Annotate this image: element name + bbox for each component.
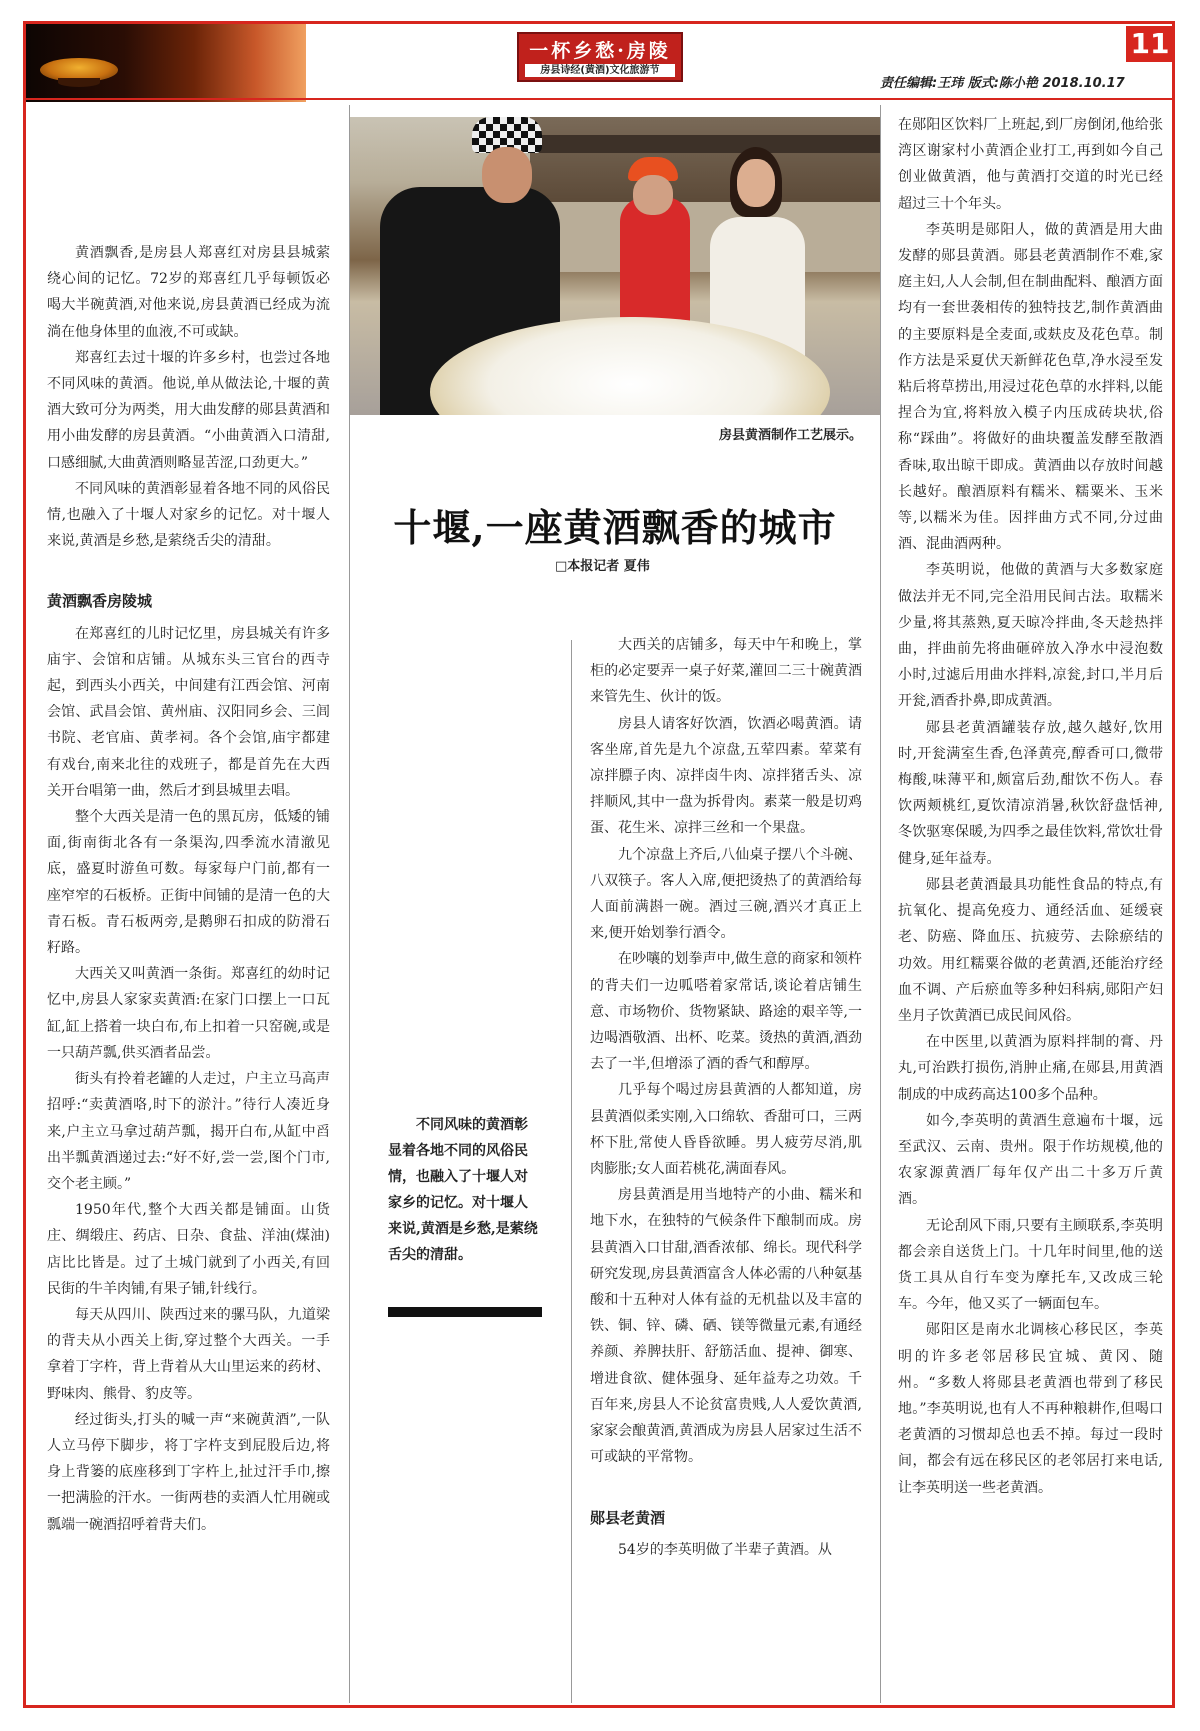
paragraph: 在郧阳区饮料厂上班起,到厂房倒闭,他给张湾区谢家村小黄酒企业打工,再到如今自己创业做黄酒，他与黄酒打交道的时光已经超过三十个年头。	[898, 117, 1163, 212]
paragraph: 大西关的店铺多，每天中午和晚上，掌柜的必定要弄一桌子好菜,灌回二三十碗黄酒来管先生、伙计的饭。	[590, 637, 862, 706]
paragraph: 经过街头,打头的喊一声“来碗黄酒”,一队人立马停下脚步，将丁字杵支到屁股后边,将身上背篓的底座移到丁字杵上,扯过汗手巾,擦一把满脸的汗水。一街两巷的卖酒人忙用碗或瓢端一碗酒招呼着背夫们。	[47, 1411, 330, 1533]
column-divider-right	[880, 105, 881, 1703]
paragraph: 李英明是郧阳人，做的黄酒是用大曲发酵的郧县黄酒。郧县老黄酒制作不难,家庭主妇,人人会制,但在制曲配料、酿酒方面均有一套世袭相传的独特技艺,制作黄酒曲的主要原料是全麦面,或麸皮及花色草。制作方法是采夏伏天新鲜花色草,净水浸至发粘后将草捞出,用浸过花色草的水拌料,以能捏合为宜,将料放入模子内压成砖块状,俗称“踩曲”。将做好的曲块覆盖发酵至散酒香味,取出晾干即成。黄酒曲以存放时间越长越好。酿酒原料有糯米、糯粟米、玉米等,以糯米为佳。因拌曲方式不同,分过曲酒、混曲酒两种。	[898, 221, 1163, 553]
paragraph: 房县人请客好饮酒，饮酒必喝黄酒。请客坐席,首先是九个凉盘,五荤四素。荤菜有凉拌膘子肉、凉拌卤牛肉、凉拌猪舌头、凉拌顺风,其中一盘为拆骨肉。素菜一般是切鸡蛋、花生米、凉拌三丝和一个果盘。	[590, 715, 862, 837]
paragraph: 郧阳区是南水北调核心移民区，李英明的许多老邻居移民宜城、黄冈、随州。“多数人将郧县老黄酒也带到了移民地。”李英明说,也有人不再种粮耕作,但喝口老黄酒的习惯却总也丢不掉。每过一段时间，都会有远在移民区的老邻居打来电话,让李英明送一些老黄酒。	[898, 1322, 1163, 1496]
photo-building	[530, 117, 880, 202]
paragraph: 在中医里,以黄酒为原料拌制的膏、丹丸,可治跌打损伤,消肿止痛,在郧县,用黄酒制成的中成药高达100多个品种。	[898, 1034, 1163, 1103]
column-logo	[517, 32, 683, 82]
paragraph: 1950年代,整个大西关都是铺面。山货庄、绸缎庄、药店、日杂、食盐、洋油(煤油)店比比皆是。过了土城门就到了小西关,有回民街的牛羊肉铺,有果子铺,针线行。	[47, 1202, 330, 1297]
page-number: 11	[1126, 26, 1174, 62]
paragraph: 房县黄酒是用当地特产的小曲、糯米和地下水，在独特的气候条件下酿制而成。房县黄酒入口甘甜,酒香浓郁、绵长。现代科学研究发现,房县黄酒富含人体必需的八种氨基酸和十五种对人体有益的无机盐以及丰富的铁、铜、锌、磷、硒、镁等微量元素,有通经养颜、养脾扶肝、舒筋活血、提神、御寒、增进食欲、健体强身、延年益寿之功效。千百年来,房县人不论贫富贵贱,人人爱饮黄酒,家家会酿黄酒,黄酒成为房县人居家过生活不可或缺的平常物。	[590, 1187, 862, 1466]
pull-quote-bar	[388, 1307, 542, 1317]
paragraph: 不同风味的黄酒彰显着各地不同的风俗民情,也融入了十堰人对家乡的记忆。对十堰人来说,黄酒是乡愁,是萦绕舌尖的清甜。	[47, 480, 330, 550]
paragraph: 郧县老黄酒罐装存放,越久越好,饮用时,开瓮满室生香,色泽黄亮,醇香可口,微带梅酸,味薄平和,颇富后劲,酣饮不伤人。春饮两颊桃红,夏饮清凉消暑,秋饮舒盘恬神,冬饮驱寒保暖,为四季之最佳饮料,常饮壮骨健身,延年益寿。	[898, 719, 1163, 867]
paragraph: 无论刮风下雨,只要有主顾联系,李英明都会亲自送货上门。十几年时间里,他的送货工具从自行车变为摩托车,又改成三轮车。今年，他又买了一辆面包车。	[898, 1217, 1163, 1313]
paragraph: 在吵嚷的划拳声中,做生意的商家和领杵的背夫们一边呱嗒着家常话,谈论着店铺生意、市场物价、货物紧缺、路途的艰辛等,一边喝酒敬酒、出杯、吃菜。烫热的黄酒,酒劲去了一半,但增添了酒的香气和醇厚。	[590, 951, 862, 1073]
logo-title: 一杯乡愁·房陵	[529, 40, 671, 62]
article-headline: 十堰,一座黄酒飘香的城市	[393, 505, 837, 550]
article-photo	[350, 117, 880, 415]
logo-subtitle: 房县诗经(黄酒)文化旅游节	[525, 64, 675, 77]
paragraph: 街头有拎着老罐的人走过，户主立马高声招呼:“卖黄酒咯,时下的淤汁。”待行人凑近身来,户主立马拿过葫芦瓢，揭开白布,从缸中舀出半瓢黄酒递过去:“好不好,尝一尝,图个门市,交个老主顾。”	[47, 1071, 330, 1192]
section-heading-yunxian: 郧县老黄酒	[590, 1508, 666, 1527]
column-left	[47, 240, 330, 1538]
editor-line: 责任编辑:王玮 版式:陈小艳 2018.10.17	[880, 76, 1125, 91]
paragraph: 整个大西关是清一色的黑瓦房，低矮的铺面,街南街北各有一条渠沟,四季流水清澈见底，盛夏时游鱼可数。每家每户门前,都有一座窄窄的石板桥。正街中间铺的是清一色的大青石板。青石板两旁,是鹅卵石扣成的防滑石籽路。	[47, 809, 330, 957]
article-byline: □本报记者 夏伟	[555, 559, 650, 574]
wine-bowl-base	[58, 78, 100, 87]
paragraph: 每天从四川、陕西过来的骡马队，九道梁的背夫从小西关上街,穿过整个大西关。一手拿着丁字杵，背上背着从大山里运来的药材、野味肉、熊骨、豹皮等。	[47, 1306, 330, 1402]
paragraph: 大西关又叫黄酒一条街。郑喜红的幼时记忆中,房县人家家卖黄酒:在家门口摆上一口瓦缸,缸上搭着一块白布,布上扣着一只窑碗,或是一只葫芦瓢,供买酒者品尝。	[47, 966, 330, 1061]
paragraph: 54岁的李英明做了半辈子黄酒。从	[618, 1541, 832, 1558]
section-heading-fangling: 黄酒飘香房陵城	[47, 592, 153, 611]
photo-caption: 房县黄酒制作工艺展示。	[718, 428, 862, 443]
paragraph: 几乎每个喝过房县黄酒的人都知道，房县黄酒似柔实刚,入口绵软、香甜可口，三两杯下肚,常使人昏昏欲睡。男人疲劳尽消,肌肉膨胀;女人面若桃花,满面春风。	[590, 1082, 862, 1178]
paragraph: 在郑喜红的儿时记忆里，房县城关有许多庙宇、会馆和店铺。从城东头三官台的西寺起，到西头小西关，中间建有江西会馆、河南会馆、武昌会馆、黄州庙、汉阳同乡会、三闾书院、老官庙、黄孝祠。各个会馆,庙宇都建有戏台,南来北往的戏班子，都是首先在大西关开台唱第一曲，然后才到县城里去唱。	[47, 625, 330, 799]
photo-woman-face	[633, 175, 673, 215]
column-right	[898, 112, 1163, 1501]
paragraph: 李英明说，他做的黄酒与大多数家庭做法并无不同,完全沿用民间古法。取糯米少量,将其蒸熟,夏天晾冷拌曲,冬天趁热拌曲，拌曲前先将曲砸碎放入净水中浸泡数小时,过滤后用曲水拌料,凉瓮,封口,半月后开瓮,酒香扑鼻,即成黄酒。	[898, 562, 1163, 710]
photo-roof-eave	[500, 135, 880, 153]
column-divider-middle	[571, 640, 572, 1703]
paragraph: 九个凉盘上齐后,八仙桌子摆八个斗碗、八双筷子。客人入席,便把烫热了的黄酒给每人面前满斟一碗。酒过三碗,酒兴才真正上来,便开始划拳行酒令。	[590, 846, 862, 942]
column-middle	[590, 632, 862, 1563]
photo-woman-face	[737, 159, 775, 207]
photo-chef-face	[482, 147, 532, 203]
paragraph: 郧县老黄酒最具功能性食品的特点,有抗氧化、提高免疫力、通经活血、延缓衰老、防癌、降血压、抗疲劳、去除瘀结的功效。用红糯粟谷做的老黄酒,还能治疗经血不调、产后瘀血等多种妇科病,郧阳产妇坐月子饮黄酒已成民间风俗。	[898, 876, 1163, 1024]
paragraph: 郑喜红去过十堰的许多乡村，也尝过各地不同风味的黄酒。他说,单从做法论,十堰的黄酒大致可分为两类，用大曲发酵的郧县黄酒和用小曲发酵的房县黄酒。“小曲黄酒入口清甜,口感细腻,大曲黄酒则略显苦涩,口劲更大。”	[47, 349, 330, 471]
paragraph: 如今,李英明的黄酒生意遍布十堰，远至武汉、云南、贵州。限于作坊规模,他的农家源黄酒厂每年仅产出二十多万斤黄酒。	[898, 1112, 1163, 1208]
paragraph: 黄酒飘香,是房县人郑喜红对房县县城萦绕心间的记忆。72岁的郑喜红几乎每顿饭必喝大半碗黄酒,对他来说,房县黄酒已经成为流淌在他身体里的血液,不可或缺。	[47, 245, 330, 340]
pull-quote: 不同风味的黄酒彰显着各地不同的风俗民情，也融入了十堰人对家乡的记忆。对十堰人来说,黄酒是乡愁,是萦绕舌尖的清甜。	[388, 1117, 538, 1263]
header-divider	[26, 98, 1172, 100]
